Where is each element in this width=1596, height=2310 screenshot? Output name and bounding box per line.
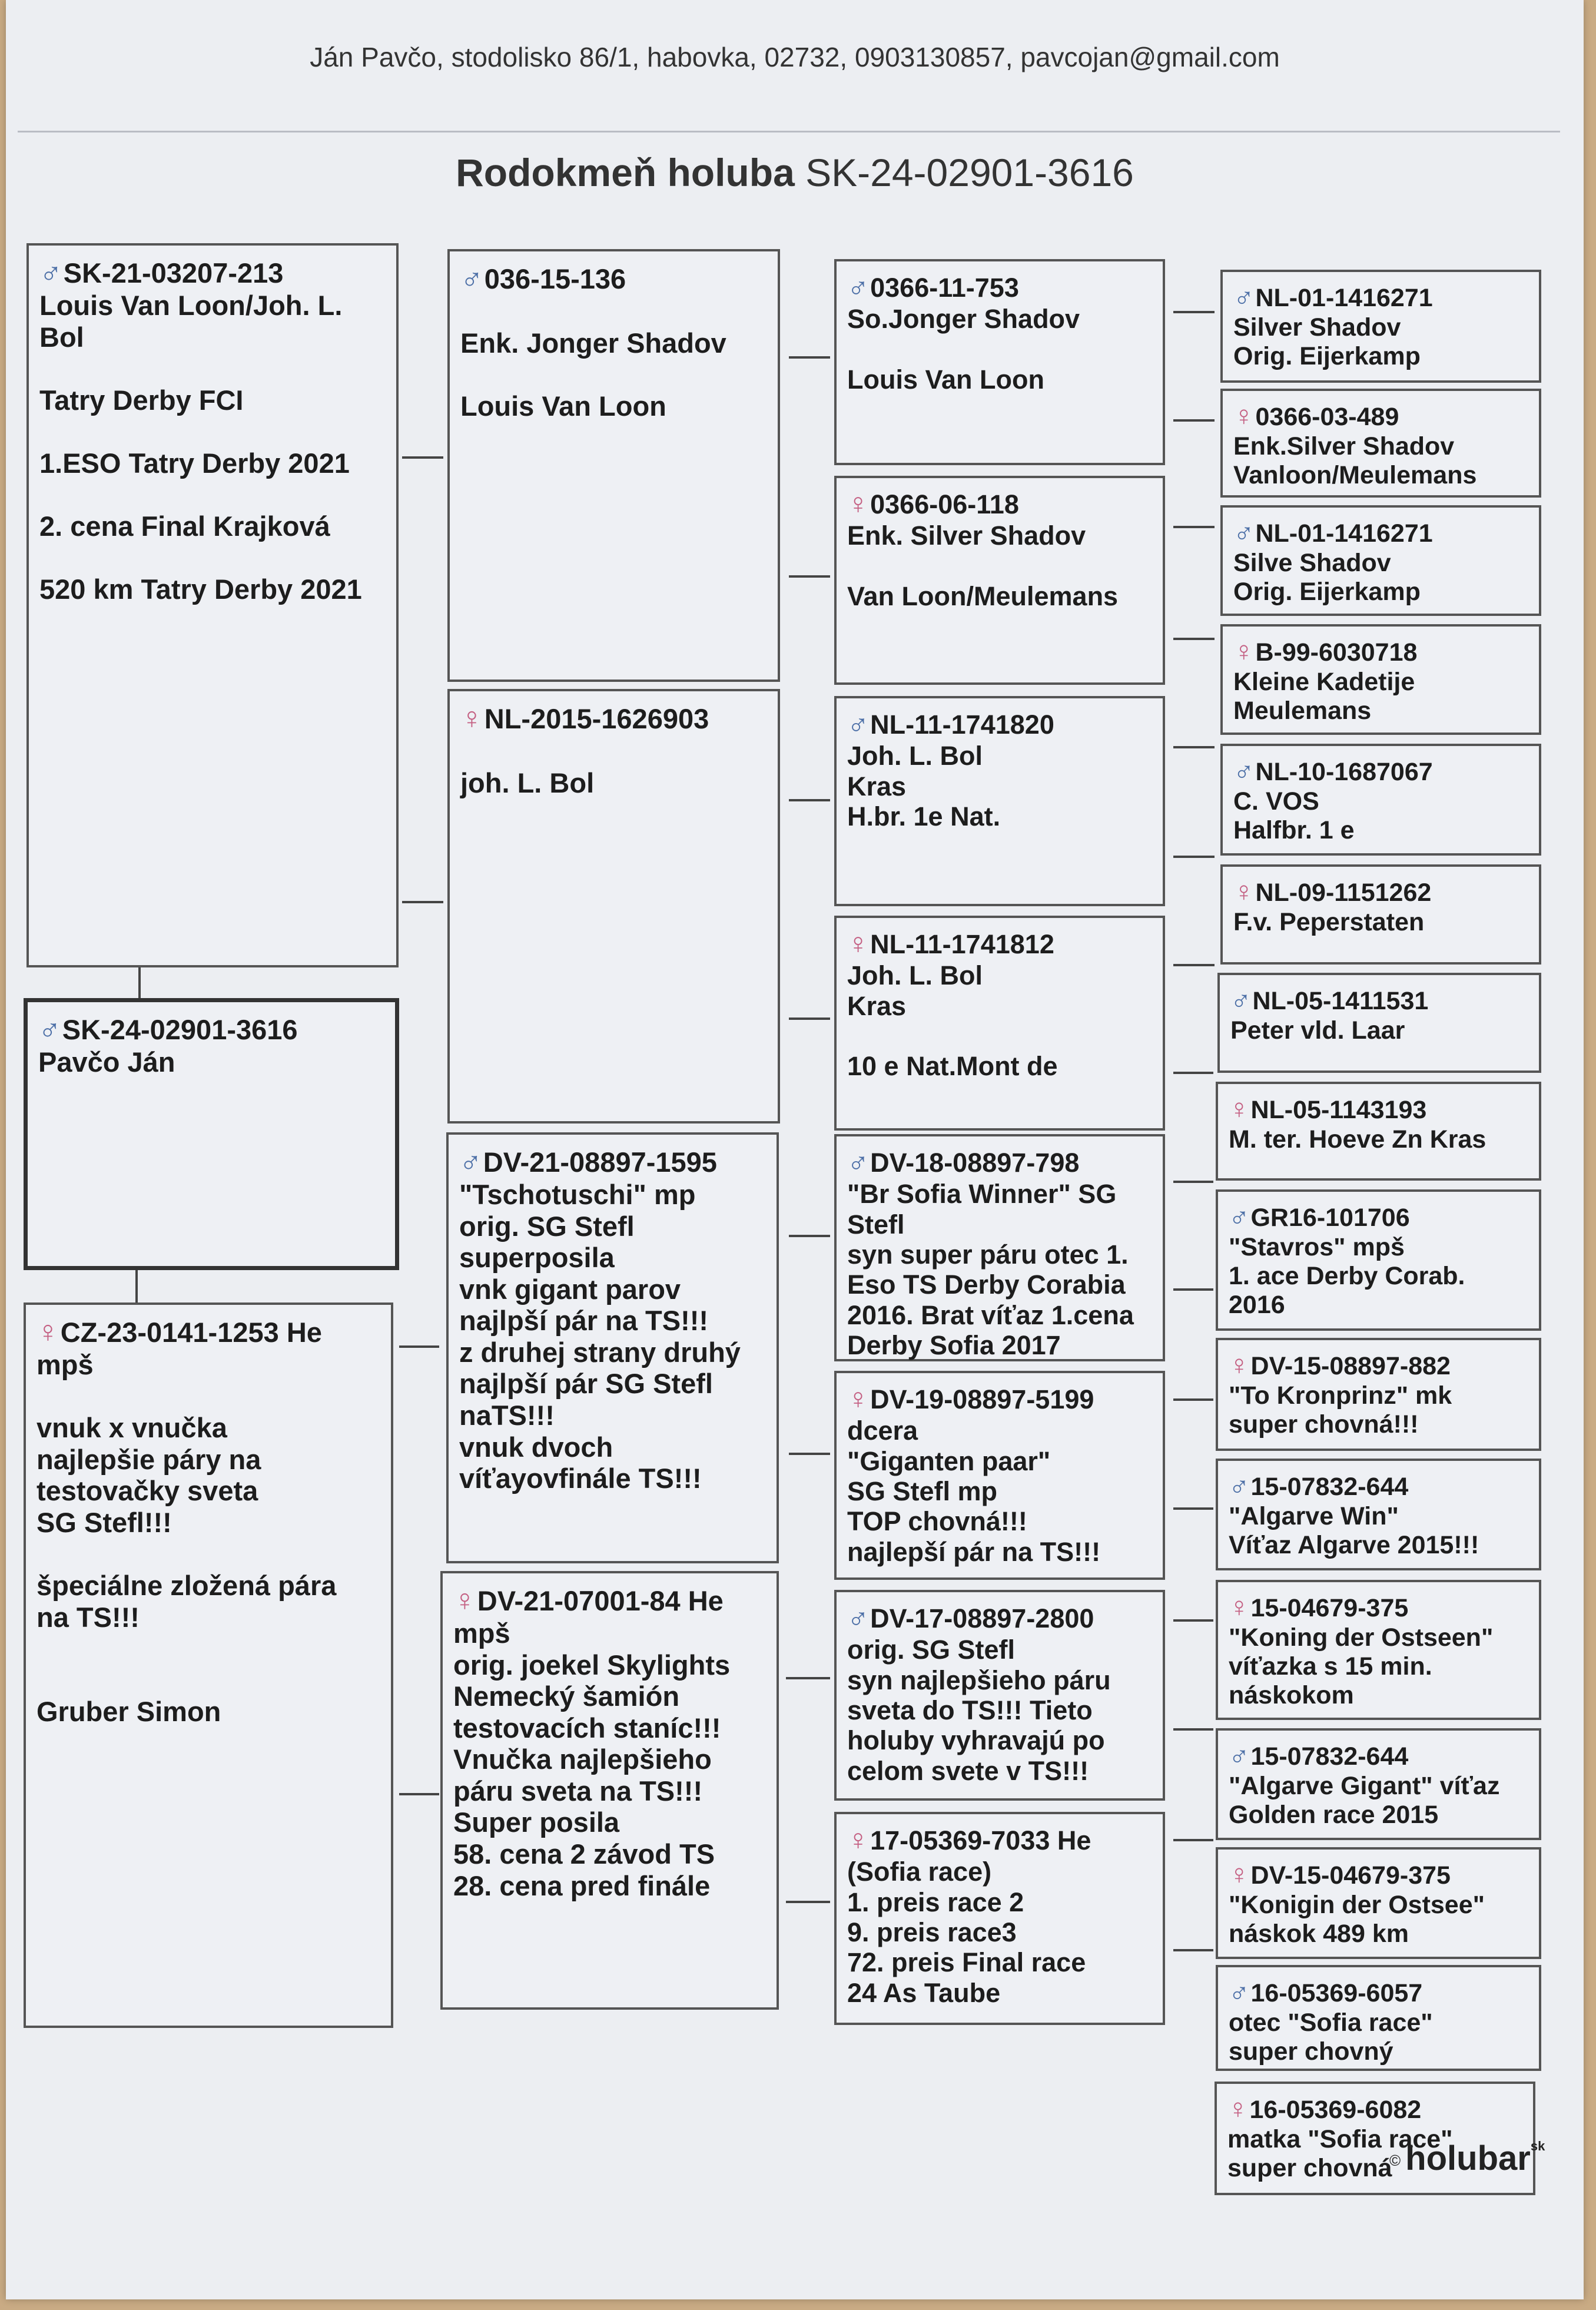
card-gen4-2 (1220, 389, 1541, 498)
title-ring: SK-24-02901-3616 (805, 151, 1134, 194)
female-symbol-icon: ♀ (1233, 400, 1255, 432)
ring-number: NL-01-1416271 (1255, 284, 1433, 312)
card-text-line (460, 735, 767, 767)
card-gen3-4 (834, 916, 1165, 1131)
ring-number: 036-15-136 (484, 263, 626, 294)
connector (786, 1901, 830, 1903)
card-text-line: F.v. Peperstaten (1233, 907, 1425, 936)
card-gen4-14 (1216, 1847, 1541, 1959)
connector (1173, 746, 1215, 748)
ring-number: NL-01-1416271 (1255, 519, 1433, 548)
card-text-line (847, 551, 1152, 581)
male-symbol-icon: ♂ (1229, 1977, 1250, 2008)
ring-number-row (1229, 1201, 1528, 1233)
ring-number-row (847, 1146, 1152, 1179)
ring-number-row (1233, 281, 1528, 313)
card-text-line: Silve Shadov Orig. Eijerkamp (1233, 548, 1421, 606)
brand-tld: sk (1530, 2139, 1545, 2153)
male-symbol-icon: ♂ (847, 1602, 870, 1634)
connector (138, 967, 141, 998)
ring-number: 15-04679-375 (1250, 1594, 1409, 1622)
male-symbol-icon: ♂ (1233, 281, 1255, 313)
ring-number: NL-10-1687067 (1255, 758, 1433, 786)
female-symbol-icon: ♀ (847, 488, 870, 520)
card-text-line: dcera "Giganten paar" SG Stefl mp TOP chovná!!! najlepší pár na TS!!! (847, 1416, 1101, 1567)
card-text-line: 520 km Tatry Derby 2021 (39, 574, 362, 605)
ring-number-row (1229, 1093, 1528, 1125)
card-text-line: Enk. Silver Shadov (847, 521, 1086, 551)
card-text-line (39, 542, 386, 574)
ring-number: 15-07832-644 (1250, 1742, 1409, 1771)
connector (402, 901, 443, 903)
card-text-line (39, 479, 386, 511)
ring-number-row (847, 1602, 1152, 1635)
connector (786, 1677, 830, 1679)
ring-number: NL-05-1411531 (1252, 987, 1429, 1015)
card-gen3-6 (834, 1371, 1165, 1580)
ring-number-row (460, 261, 767, 296)
ring-number: DV-15-04679-375 (1250, 1861, 1451, 1890)
ring-number: 0366-11-753 (870, 273, 1019, 303)
card-text-line: Van Loon/Meulemans (847, 581, 1119, 612)
connector (1173, 1072, 1213, 1074)
ring-number: 16-05369-6082 (1249, 2096, 1422, 2124)
connector (1173, 1728, 1213, 1731)
card-text-line: Louis Van Loon (460, 390, 666, 422)
card-text-line: špeciálne zložená pára na TS!!! (37, 1569, 337, 1633)
card-text-line (37, 1633, 380, 1665)
card-text-line: (Sofia race) 1. preis race 2 9. preis race3 72. preis Final race 24 As Taube (847, 1857, 1086, 2008)
connector (789, 1453, 830, 1455)
card-gen4-6 (1220, 864, 1541, 965)
card-text-line: joh. L. Bol (460, 767, 595, 798)
ring-number-row (1230, 985, 1528, 1016)
card-text-line (37, 1538, 380, 1570)
card-text-line: Joh. L. Bol Kras H.br. 1e Nat. (847, 741, 1001, 832)
card-text-line: mpš (37, 1348, 94, 1380)
card-gen4-5 (1220, 744, 1541, 856)
card-gen3-8 (834, 1812, 1165, 2025)
connector (1173, 1288, 1213, 1291)
card-gen4-3 (1220, 505, 1541, 616)
male-symbol-icon: ♂ (1229, 1470, 1250, 1502)
holubar-logo (1389, 2139, 1545, 2178)
ring-number-row (1233, 876, 1528, 908)
ring-number-row (1229, 1350, 1528, 1381)
card-gen4-1 (1220, 270, 1541, 383)
connector (399, 1345, 439, 1348)
male-symbol-icon: ♂ (460, 261, 483, 295)
card-gen2-1 (447, 249, 780, 682)
card-gen4-4 (1220, 624, 1541, 735)
female-symbol-icon: ♀ (847, 927, 870, 960)
ring-number-row (39, 255, 386, 290)
ring-number-row (847, 488, 1152, 521)
ring-number-row (847, 708, 1152, 741)
male-symbol-icon: ♂ (459, 1144, 482, 1178)
ring-number-row (1233, 636, 1528, 668)
card-text-line: vnuk x vnučka najlepšie páry na testovačky sveta SG Stefl!!! (37, 1412, 261, 1538)
ring-number: NL-11-1741812 (870, 929, 1054, 959)
card-gen2-2 (447, 689, 780, 1123)
male-symbol-icon: ♂ (39, 255, 62, 289)
card-text-line: 10 e Nat.Mont de (847, 1051, 1058, 1082)
female-symbol-icon: ♀ (37, 1314, 59, 1348)
card-gen3-1 (834, 259, 1165, 465)
card-text-line: Enk. Jonger Shadov (460, 327, 726, 359)
brand-name: holubar (1405, 2139, 1531, 2178)
ring-number-row (453, 1583, 766, 1618)
connector (1173, 526, 1215, 528)
card-text-line: "Stavros" mpš 1. ace Derby Corab. 2016 (1229, 1232, 1465, 1319)
connector (1173, 1619, 1213, 1622)
connector (402, 456, 443, 459)
ring-number-row (847, 271, 1152, 304)
male-symbol-icon: ♂ (1233, 517, 1255, 548)
female-symbol-icon: ♀ (1229, 1350, 1250, 1381)
ring-number-row (1233, 755, 1528, 787)
ring-number-row (460, 701, 767, 735)
connector (1173, 964, 1215, 966)
card-gen4-15 (1216, 1965, 1541, 2071)
card-subject (24, 998, 399, 1270)
connector (135, 1270, 138, 1303)
female-symbol-icon: ♀ (453, 1583, 476, 1617)
card-mother (24, 1303, 393, 2028)
female-symbol-icon: ♀ (847, 1383, 870, 1415)
card-gen2-3 (446, 1132, 779, 1563)
card-text-line: "Konigin der Ostsee" náskok 489 km (1229, 1890, 1485, 1948)
ring-number-row (1229, 1977, 1528, 2009)
card-text-line (37, 1665, 380, 1696)
ring-number-row (1229, 1859, 1528, 1891)
ring-number: DV-18-08897-798 (870, 1148, 1080, 1178)
ring-number: 0366-06-118 (870, 489, 1019, 519)
ring-number: DV-19-08897-5199 (870, 1384, 1094, 1414)
connector (789, 575, 830, 578)
connector (789, 1235, 830, 1237)
connector (1173, 1398, 1213, 1401)
female-symbol-icon: ♀ (1227, 2093, 1249, 2125)
card-text-line: "Algarve Win" Víťaz Algarve 2015!!! (1229, 1502, 1479, 1559)
card-gen4-9 (1216, 1189, 1541, 1331)
card-text-line: Pavčo Ján (38, 1046, 175, 1078)
connector (789, 1018, 830, 1020)
breeder-contact: Ján Pavčo, stodolisko 86/1, habovka, 02732, 0903130857, pavcojan@gmail.com (310, 42, 1280, 72)
card-text-line: orig. SG Stefl syn najlepšieho páru sveta do TS!!! Tieto holuby vyhravajú po celom svete v TS!!! (847, 1635, 1111, 1786)
header-divider (18, 131, 1560, 132)
ring-number: B-99-6030718 (1255, 638, 1418, 667)
card-text-line: Peter vld. Laar (1230, 1016, 1405, 1045)
card-text-line: Louis Van Loon/Joh. L. Bol (39, 289, 343, 353)
card-text-line: Kleine Kadetije Meulemans (1233, 667, 1415, 725)
male-symbol-icon: ♂ (847, 271, 870, 303)
card-text-line (37, 1381, 380, 1413)
card-text-line (460, 296, 767, 327)
card-father (26, 243, 399, 967)
female-symbol-icon: ♀ (1233, 876, 1255, 907)
ring-number: NL-11-1741820 (870, 710, 1054, 740)
card-gen3-7 (834, 1590, 1165, 1801)
male-symbol-icon: ♂ (1229, 1201, 1250, 1232)
male-symbol-icon: ♂ (38, 1012, 61, 1046)
card-gen3-3 (834, 696, 1165, 906)
pedigree-sheet (6, 0, 1584, 2299)
male-symbol-icon: ♂ (1229, 1740, 1250, 1771)
card-text-line: Tatry Derby FCI (39, 384, 244, 416)
card-text-line: Joh. L. Bol Kras (847, 960, 983, 1021)
card-text-line: matka "Sofia race" super chovná (1227, 2125, 1453, 2182)
male-symbol-icon: ♂ (1233, 755, 1255, 787)
card-text-line: 1.ESO Tatry Derby 2021 (39, 447, 350, 479)
card-gen4-12 (1216, 1580, 1541, 1720)
connector (1173, 419, 1215, 422)
card-text-line: Louis Van Loon (847, 364, 1044, 395)
card-text-line (847, 1021, 1152, 1051)
ring-number: 16-05369-6057 (1250, 1979, 1423, 2007)
card-text-line: Enk.Silver Shadov Vanloon/Meulemans (1233, 432, 1477, 489)
ring-number: NL-05-1143193 (1250, 1096, 1427, 1124)
ring-number: 0366-03-489 (1255, 403, 1399, 431)
ring-number-row (847, 1383, 1152, 1416)
ring-number: CZ-23-0141-1253 He (60, 1317, 322, 1348)
connector (1173, 1181, 1213, 1183)
female-symbol-icon: ♀ (460, 701, 483, 735)
connector (1173, 1507, 1213, 1510)
card-text-line: "Algarve Gigant" víťaz Golden race 2015 (1229, 1771, 1500, 1829)
ring-number: GR16-101706 (1250, 1204, 1410, 1232)
card-text-line: Gruber Simon (37, 1696, 221, 1728)
card-text-line: "Koning der Ostseen" víťazka s 15 min. náskokom (1229, 1623, 1494, 1709)
card-gen4-7 (1217, 973, 1541, 1073)
card-text-line: "Tschotuschi" mp orig. SG Stefl superposila vnk gigant parov najlpší pár na TS!!! z druhej strany druhý najlpší pár SG Stefl naTS!!! vnuk dvoch víťayovfinále TS!!! (459, 1178, 741, 1494)
connector (789, 799, 830, 801)
connector (1173, 1839, 1213, 1841)
card-gen4-11 (1216, 1459, 1541, 1570)
card-gen4-10 (1216, 1338, 1541, 1451)
female-symbol-icon: ♀ (847, 1824, 870, 1856)
ring-number: SK-24-02901-3616 (62, 1014, 298, 1045)
male-symbol-icon: ♂ (847, 708, 870, 740)
card-text-line: "To Kronprinz" mk super chovná!!! (1229, 1381, 1452, 1439)
ring-number: DV-17-08897-2800 (870, 1603, 1094, 1633)
card-text-line: mpš orig. joekel Skylights Nemecký šamión testovacích staníc!!! Vnučka najlepšieho páru sveta na TS!!! Super posila 58. cena 2 závod TS 28. cena pred finále (453, 1617, 731, 1901)
card-text-line: M. ter. Hoeve Zn Kras (1229, 1125, 1486, 1154)
connector (789, 356, 830, 359)
ring-number: 17-05369-7033 He (870, 1825, 1091, 1855)
card-text-line (847, 334, 1152, 364)
card-text-line: C. VOS Halfbr. 1 e (1233, 787, 1355, 844)
card-gen3-2 (834, 476, 1165, 685)
card-gen4-8 (1216, 1082, 1541, 1181)
ring-number-row (1227, 2093, 1522, 2125)
card-text-line (39, 416, 386, 448)
page-title (6, 150, 1584, 195)
ring-number: NL-09-1151262 (1255, 879, 1432, 907)
ring-number-row (1229, 1592, 1528, 1623)
connector (1173, 1949, 1213, 1951)
female-symbol-icon: ♀ (1229, 1093, 1250, 1125)
card-text-line: 2. cena Final Krajková (39, 510, 330, 542)
connector (1173, 638, 1215, 640)
card-gen3-5 (834, 1134, 1165, 1361)
copyright-mark: © (1389, 2152, 1401, 2170)
ring-number-row (38, 1012, 384, 1046)
connector (399, 1793, 439, 1795)
ring-number-row (1229, 1740, 1528, 1772)
male-symbol-icon: ♂ (847, 1146, 870, 1178)
card-text-line: otec "Sofia race" super chovný (1229, 2008, 1433, 2066)
male-symbol-icon: ♂ (1230, 985, 1252, 1016)
card-gen2-4 (440, 1571, 779, 2010)
card-text-line: So.Jonger Shadov (847, 304, 1080, 334)
female-symbol-icon: ♀ (1229, 1859, 1250, 1890)
title-label: Rodokmeň holuba (456, 151, 795, 194)
connector (1173, 311, 1215, 313)
card-text-line: "Br Sofia Winner" SG Stefl syn super páru otec 1. Eso TS Derby Corabia 2016. Brat víťaz 1.cena Derby Sofia 2017 (847, 1179, 1134, 1360)
ring-number: NL-2015-1626903 (484, 703, 709, 734)
ring-number-row (1233, 517, 1528, 549)
ring-number: DV-21-08897-1595 (483, 1146, 717, 1178)
female-symbol-icon: ♀ (1229, 1592, 1250, 1623)
ring-number: SK-21-03207-213 (63, 257, 284, 289)
card-gen4-13 (1216, 1728, 1541, 1840)
card-text-line (460, 359, 767, 390)
ring-number: DV-21-07001-84 He (477, 1585, 724, 1616)
ring-number-row (37, 1314, 380, 1349)
ring-number: DV-15-08897-882 (1250, 1352, 1451, 1380)
ring-number-row (847, 1824, 1152, 1857)
ring-number-row (1233, 400, 1528, 432)
ring-number-row (1229, 1470, 1528, 1502)
card-text-line: Silver Shadov Orig. Eijerkamp (1233, 313, 1421, 370)
female-symbol-icon: ♀ (1233, 636, 1255, 667)
card-text-line (39, 353, 386, 385)
ring-number: 15-07832-644 (1250, 1473, 1409, 1501)
ring-number-row (847, 927, 1152, 960)
ring-number-row (459, 1144, 766, 1179)
connector (1173, 856, 1215, 858)
